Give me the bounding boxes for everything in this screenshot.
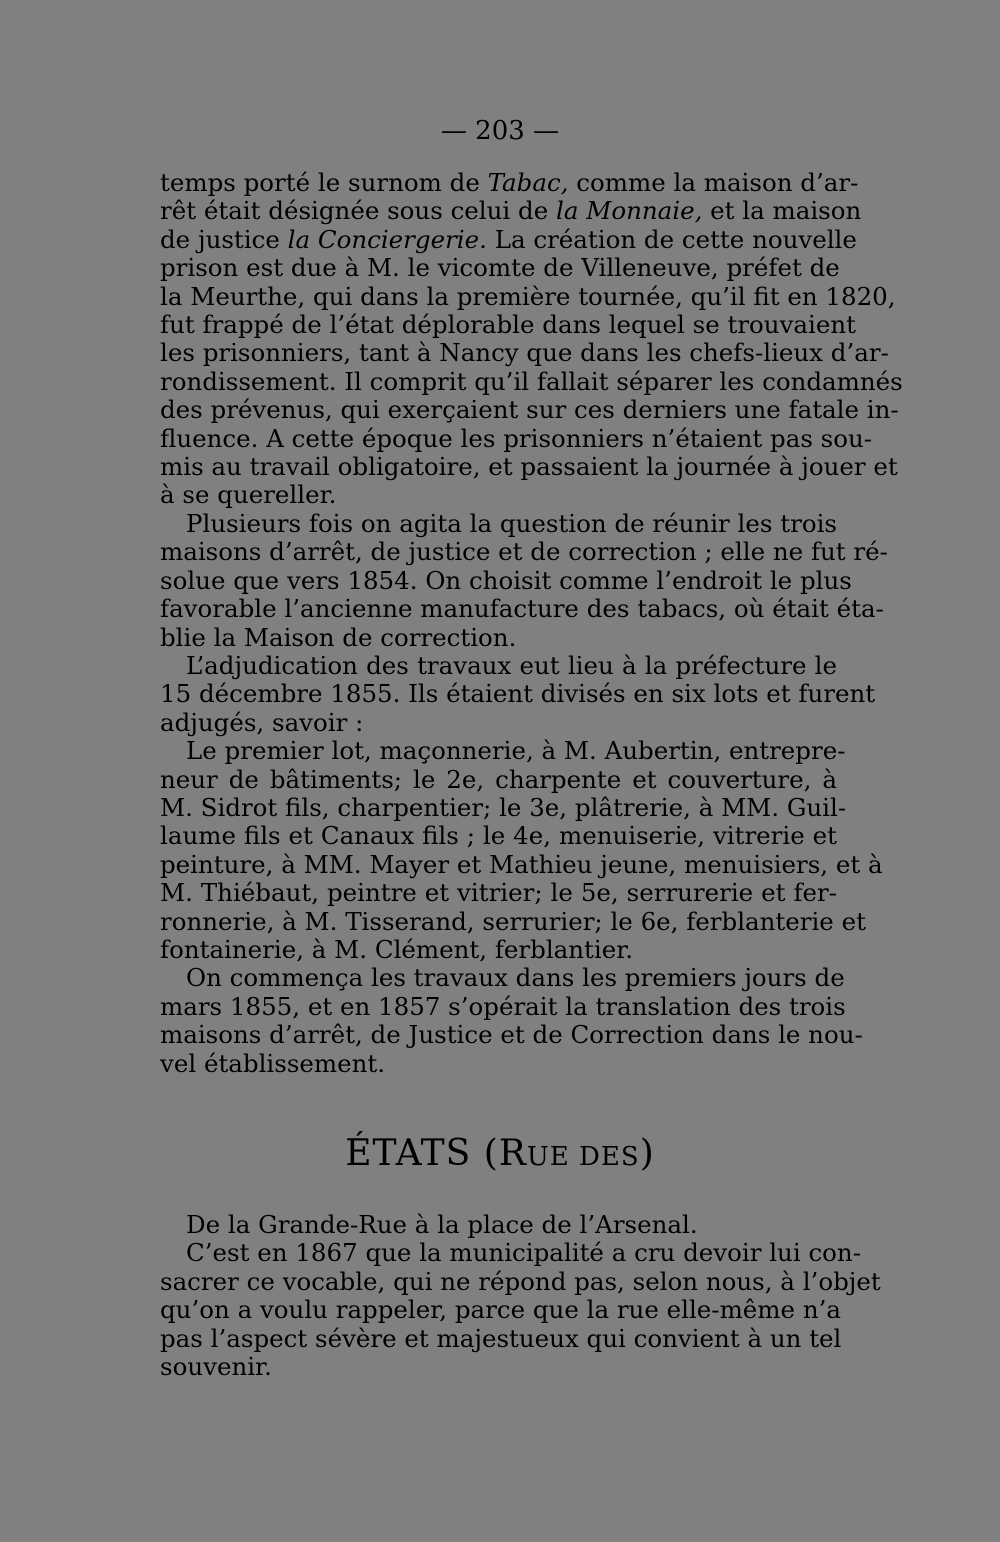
text-line: C’est en 1867 que la municipalité a cru devoir lui con-: [186, 1238, 861, 1268]
text-line: la Meurthe, qui dans la première tournée, qu’il fit en 1820,: [160, 281, 896, 311]
text-fragment: et la maison: [702, 196, 862, 226]
text-fragment: de justice: [160, 224, 288, 254]
text-line: De la Grande-Rue à la place de l’Arsenal.: [186, 1210, 698, 1239]
text-line: adjugés, savoir :: [160, 707, 364, 737]
text-line: fontainerie, à M. Clément, ferblantier.: [160, 934, 634, 964]
text-line: [160, 196, 862, 226]
text-line: sacrer ce vocable, qui ne répond pas, selon nous, à l’objet: [160, 1266, 881, 1296]
text-line: ronnerie, à M. Tisserand, serrurier; le 6e, ferblanterie et: [160, 906, 866, 936]
text-line: prison est due à M. le vicomte de Villeneuve, préfet de: [160, 253, 840, 283]
text-line: qu’on a voulu rappeler, parce que la rue elle-même n’a: [160, 1295, 841, 1325]
paragraph-6: [160, 1211, 837, 1239]
text-line: fut frappé de l’état déplorable dans lequel se trouvaient: [160, 310, 856, 340]
text-line: solue que vers 1854. On choisit comme l’endroit le plus: [160, 565, 852, 595]
text-line: laume fils et Canaux fils ; le 4e, menuiserie, vitrerie et: [160, 821, 837, 851]
text-line: maisons d’arrêt, de Justice et de Correction dans le nou-: [160, 1020, 863, 1050]
text-line: rondissement. Il comprit qu’il fallait séparer les condamnés: [160, 366, 903, 396]
paragraph-4: [160, 736, 883, 964]
text-line: [160, 168, 859, 197]
paragraph-7: [160, 1238, 881, 1382]
text-line: [160, 224, 857, 254]
heading-text: ÉTATS (R: [345, 1133, 527, 1174]
text-line: à se quereller.: [160, 480, 337, 510]
section-heading: [0, 1134, 1000, 1177]
text-line: des prévenus, qui exerçaient sur ces derniers une fatale in-: [160, 395, 899, 425]
text-line: les prisonniers, tant à Nancy que dans les chefs-lieux d’ar-: [160, 338, 889, 368]
text-line: On commença les travaux dans les premiers jours de: [186, 963, 845, 993]
text-line: vel établissement.: [160, 1048, 386, 1078]
paragraph-2: [160, 508, 888, 652]
italic-text: la Monnaie,: [556, 196, 703, 226]
text-line: neur de bâtiments; le 2e, charpente et couverture, à: [160, 764, 837, 794]
body-text-section-2: [160, 1210, 881, 1382]
text-line: M. Thiébaut, peintre et vitrier; le 5e, serrurerie et fer-: [160, 878, 837, 908]
text-line: maisons d’arrêt, de justice et de correction ; elle ne fut ré-: [160, 537, 888, 567]
body-text-section-1: [160, 168, 903, 1078]
text-line: fluence. A cette époque les prisonniers n’étaient pas sou-: [160, 423, 873, 453]
text-line: Plusieurs fois on agita la question de réunir les trois: [186, 508, 837, 538]
heading-text: ): [639, 1133, 655, 1174]
text-line: 15 décembre 1855. Ils étaient divisés en six lots et furent: [160, 679, 876, 709]
paragraph-1: [160, 168, 903, 510]
heading-smallcaps-text: UE DES: [526, 1142, 640, 1172]
text-line: mars 1855, et en 1857 s’opérait la translation des trois: [160, 991, 846, 1021]
text-line: souvenir.: [160, 1352, 272, 1382]
text-fragment: La création de cette nouvelle: [486, 224, 857, 254]
text-line: favorable l’ancienne manufacture des tabacs, où était éta-: [160, 594, 884, 624]
text-line: peinture, à MM. Mayer et Mathieu jeune, menuisiers, et à: [160, 849, 883, 879]
text-line: L’adjudication des travaux eut lieu à la préfecture le: [186, 650, 837, 680]
text-fragment: comme la maison d’ar-: [568, 168, 859, 197]
text-line: blie la Maison de correction.: [160, 622, 517, 652]
text-fragment: temps porté le surnom de: [160, 168, 488, 197]
page-number: — 203 —: [440, 116, 560, 146]
italic-text: Tabac,: [487, 168, 569, 197]
text-fragment: rêt était désignée sous celui de: [160, 196, 556, 226]
text-line: mis au travail obligatoire, et passaient la journée à jouer et: [160, 452, 898, 482]
text-line: Le premier lot, maçonnerie, à M. Aubertin, entrepre-: [186, 736, 846, 766]
paragraph-5: [160, 963, 863, 1078]
text-line: pas l’aspect sévère et majestueux qui convient à un tel: [160, 1323, 842, 1353]
text-line: M. Sidrot fils, charpentier; le 3e, plâtrerie, à MM. Guil-: [160, 792, 847, 822]
paragraph-3: [160, 650, 876, 737]
italic-text: la Conciergerie.: [287, 224, 487, 254]
